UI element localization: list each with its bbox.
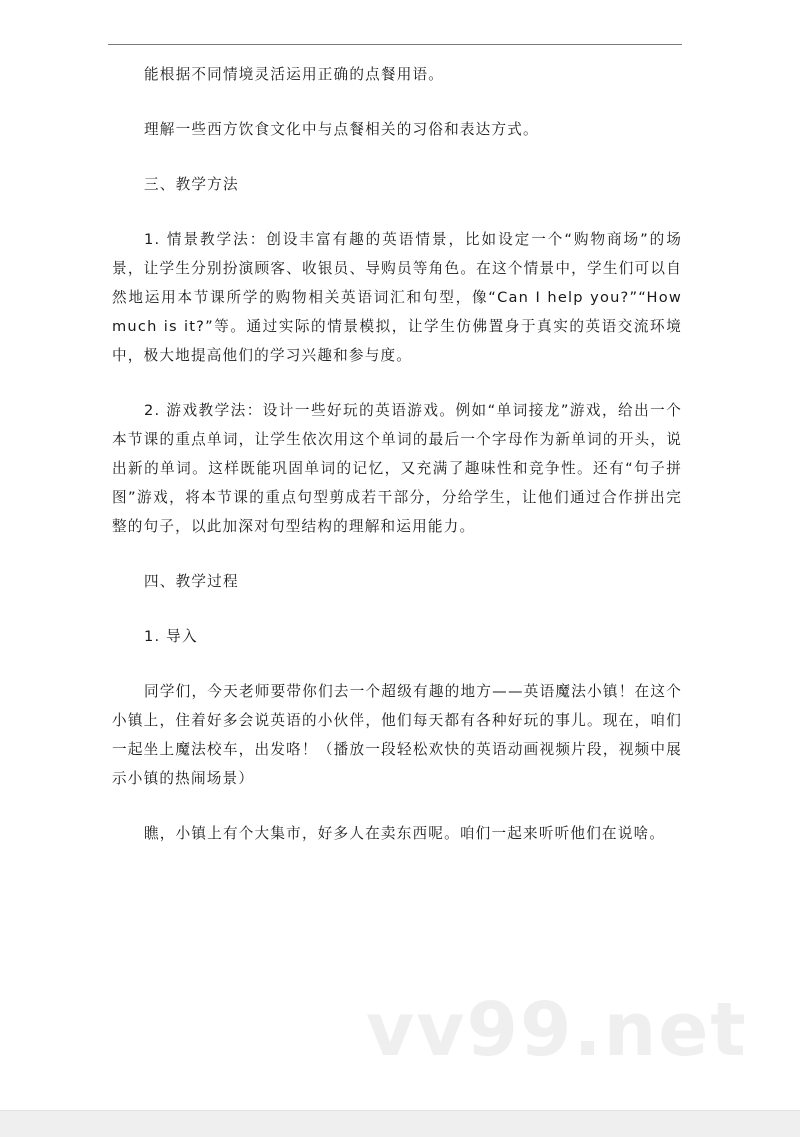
paragraph-introduction: 同学们，今天老师要带你们去一个超级有趣的地方——英语魔法小镇！在这个小镇上，住着好多会说英语的小伙伴，他们每天都有各种好玩的事儿。现在，咱们一起坐上魔法校车，出发咯！（播放一段轻松欢快的英语动画视频片段，视频中展示小镇的热闹场景） [112, 683, 682, 787]
page-bottom-edge [0, 1110, 800, 1137]
paragraph-culture: 理解一些西方饮食文化中与点餐相关的习俗和表达方式。 [144, 121, 539, 138]
paragraph-skill: 能根据不同情境灵活运用正确的点餐用语。 [144, 66, 445, 83]
subheading-introduction: 1. 导入 [144, 628, 198, 645]
document-body [112, 60, 682, 848]
header-rule [108, 44, 682, 45]
paragraph-situational-method: 1. 情景教学法：创设丰富有趣的英语情景，比如设定一个“购物商场”的场景，让学生分别扮演顾客、收银员、导购员等角色。在这个情景中，学生们可以自然地运用本节课所学的购物相关英语词汇和句型，像“Can I help you?”“How much is it?”等。通过实际的情景模拟，让学生仿佛置身于真实的英语交流环境中，极大地提高他们的学习兴趣和参与度。 [112, 231, 682, 364]
section-heading-methods: 三、教学方法 [144, 176, 239, 193]
watermark-text: vv99.net [366, 987, 748, 1073]
paragraph-market: 瞧，小镇上有个大集市，好多人在卖东西呢。咱们一起来听听他们在说啥。 [144, 825, 666, 842]
paragraph-game-method: 2. 游戏教学法：设计一些好玩的英语游戏。例如“单词接龙”游戏，给出一个本节课的重点单词，让学生依次用这个单词的最后一个字母作为新单词的开头，说出新的单词。这样既能巩固单词的记忆，又充满了趣味性和竞争性。还有“句子拼图”游戏，将本节课的重点句型剪成若干部分，分给学生，让他们通过合作拼出完整的句子，以此加深对句型结构的理解和运用能力。 [112, 402, 682, 535]
section-heading-process: 四、教学过程 [144, 573, 239, 590]
